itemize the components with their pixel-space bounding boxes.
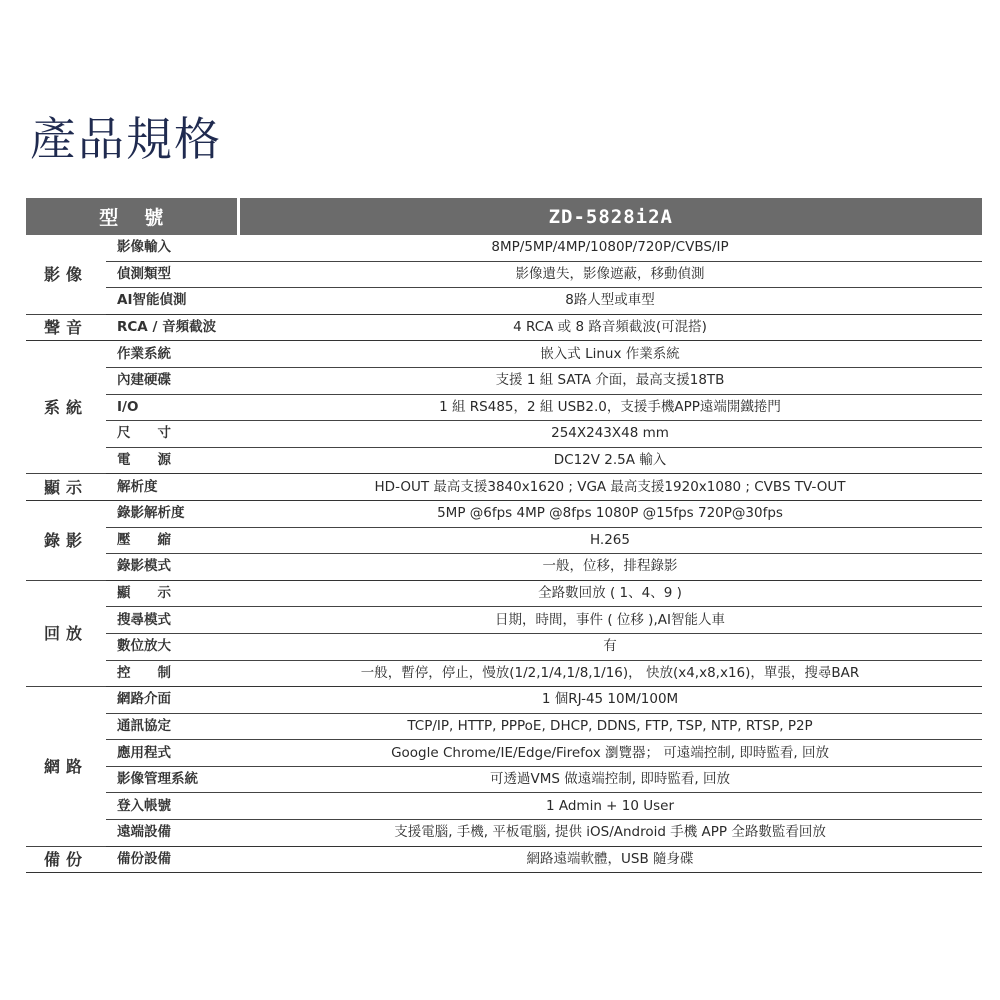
spec-item-value: 嵌入式 Linux 作業系統 [238, 341, 982, 368]
spec-item-label: 搜尋模式 [106, 607, 238, 634]
spec-item-label: RCA / 音頻截波 [106, 314, 238, 341]
category-cell: 顯示 [26, 474, 106, 501]
table-row [26, 288, 982, 315]
spec-item-label: 偵測類型 [106, 261, 238, 288]
table-row [26, 687, 982, 714]
category-cell: 錄影 [26, 500, 106, 580]
table-row [26, 607, 982, 634]
table-row [26, 580, 982, 607]
spec-item-label: 遠端設備 [106, 820, 238, 847]
spec-item-label: 作業系統 [106, 341, 238, 368]
category-cell: 備份 [26, 846, 106, 873]
spec-item-label: 內建硬碟 [106, 367, 238, 394]
spec-item-value: 可透過VMS 做遠端控制, 即時監看, 回放 [238, 766, 982, 793]
table-row [26, 713, 982, 740]
table-row [26, 820, 982, 847]
page-title: 產品規格 [30, 111, 222, 166]
spec-item-label: 影像管理系統 [106, 766, 238, 793]
header-row [26, 198, 982, 235]
spec-item-value: H.265 [238, 527, 982, 554]
spec-item-label: 尺 寸 [106, 421, 238, 448]
spec-item-value: 影像遺失，影像遮蔽，移動偵測 [238, 261, 982, 288]
spec-item-label: I/O [106, 394, 238, 421]
spec-item-label: 壓 縮 [106, 527, 238, 554]
category-cell: 影像 [26, 235, 106, 314]
category-cell: 網路 [26, 687, 106, 847]
spec-item-label: 控 制 [106, 660, 238, 687]
spec-item-label: 數位放大 [106, 633, 238, 660]
table-row [26, 261, 982, 288]
table-row [26, 500, 982, 527]
spec-item-value: 8MP/5MP/4MP/1080P/720P/CVBS/IP [238, 235, 982, 261]
table-row [26, 474, 982, 501]
table-row [26, 447, 982, 474]
category-cell: 系統 [26, 341, 106, 474]
spec-item-label: 錄影解析度 [106, 500, 238, 527]
table-row [26, 660, 982, 687]
spec-item-label: 顯 示 [106, 580, 238, 607]
spec-item-value: HD-OUT 最高支援3840x1620 ; VGA 最高支援1920x1080 ; CVBS TV-OUT [238, 474, 982, 501]
spec-item-value: 支援 1 組 SATA 介面，最高支援18TB [238, 367, 982, 394]
spec-item-label: 網路介面 [106, 687, 238, 714]
spec-item-value: 1 Admin + 10 User [238, 793, 982, 820]
table-row [26, 367, 982, 394]
table-row [26, 235, 982, 261]
spec-item-value: 254X243X48 mm [238, 421, 982, 448]
spec-item-label: 應用程式 [106, 740, 238, 767]
model-label-header: 型號 [26, 198, 238, 235]
spec-item-label: 影像輸入 [106, 235, 238, 261]
spec-item-value: 網路遠端軟體，USB 隨身碟 [238, 846, 982, 873]
spec-item-value: TCP/IP, HTTP, PPPoE, DHCP, DDNS, FTP, TSP, NTP, RTSP, P2P [238, 713, 982, 740]
spec-item-label: 電 源 [106, 447, 238, 474]
spec-item-label: 錄影模式 [106, 554, 238, 581]
spec-item-value: 5MP @6fps 4MP @8fps 1080P @15fps 720P@30fps [238, 500, 982, 527]
spec-item-value: 全路數回放 ( 1、4、9 ) [238, 580, 982, 607]
spec-item-value: 一般，暫停，停止，慢放(1/2,1/4,1/8,1/16)， 快放(x4,x8,x16)，單張，搜尋BAR [238, 660, 982, 687]
table-row [26, 554, 982, 581]
spec-item-value: 有 [238, 633, 982, 660]
spec-item-label: AI智能偵測 [106, 288, 238, 315]
table-row [26, 633, 982, 660]
table-row [26, 793, 982, 820]
table-row [26, 421, 982, 448]
spec-item-value: 4 RCA 或 8 路音頻截波(可混搭) [238, 314, 982, 341]
spec-table [26, 198, 982, 873]
spec-table-body [26, 235, 982, 873]
spec-item-value: 日期，時間，事件 ( 位移 ),AI智能人車 [238, 607, 982, 634]
table-row [26, 314, 982, 341]
spec-item-label: 登入帳號 [106, 793, 238, 820]
spec-item-value: 8路人型或車型 [238, 288, 982, 315]
spec-table-header [26, 198, 982, 235]
spec-item-value: 一般，位移，排程錄影 [238, 554, 982, 581]
table-row [26, 846, 982, 873]
spec-item-value: Google Chrome/IE/Edge/Firefox 瀏覽器； 可遠端控制, 即時監看, 回放 [238, 740, 982, 767]
table-row [26, 341, 982, 368]
spec-item-label: 解析度 [106, 474, 238, 501]
table-row [26, 740, 982, 767]
table-row [26, 527, 982, 554]
spec-item-value: 1 組 RS485，2 組 USB2.0，支援手機APP遠端開鐵捲門 [238, 394, 982, 421]
category-cell: 聲音 [26, 314, 106, 341]
spec-item-value: 支援電腦, 手機, 平板電腦, 提供 iOS/Android 手機 APP 全路數監看回放 [238, 820, 982, 847]
category-cell: 回放 [26, 580, 106, 686]
spec-item-value: 1 個RJ-45 10M/100M [238, 687, 982, 714]
spec-item-label: 通訊協定 [106, 713, 238, 740]
spec-item-label: 備份設備 [106, 846, 238, 873]
table-row [26, 394, 982, 421]
table-row [26, 766, 982, 793]
spec-item-value: DC12V 2.5A 輸入 [238, 447, 982, 474]
model-value-header: ZD-5828i2A [238, 198, 982, 235]
